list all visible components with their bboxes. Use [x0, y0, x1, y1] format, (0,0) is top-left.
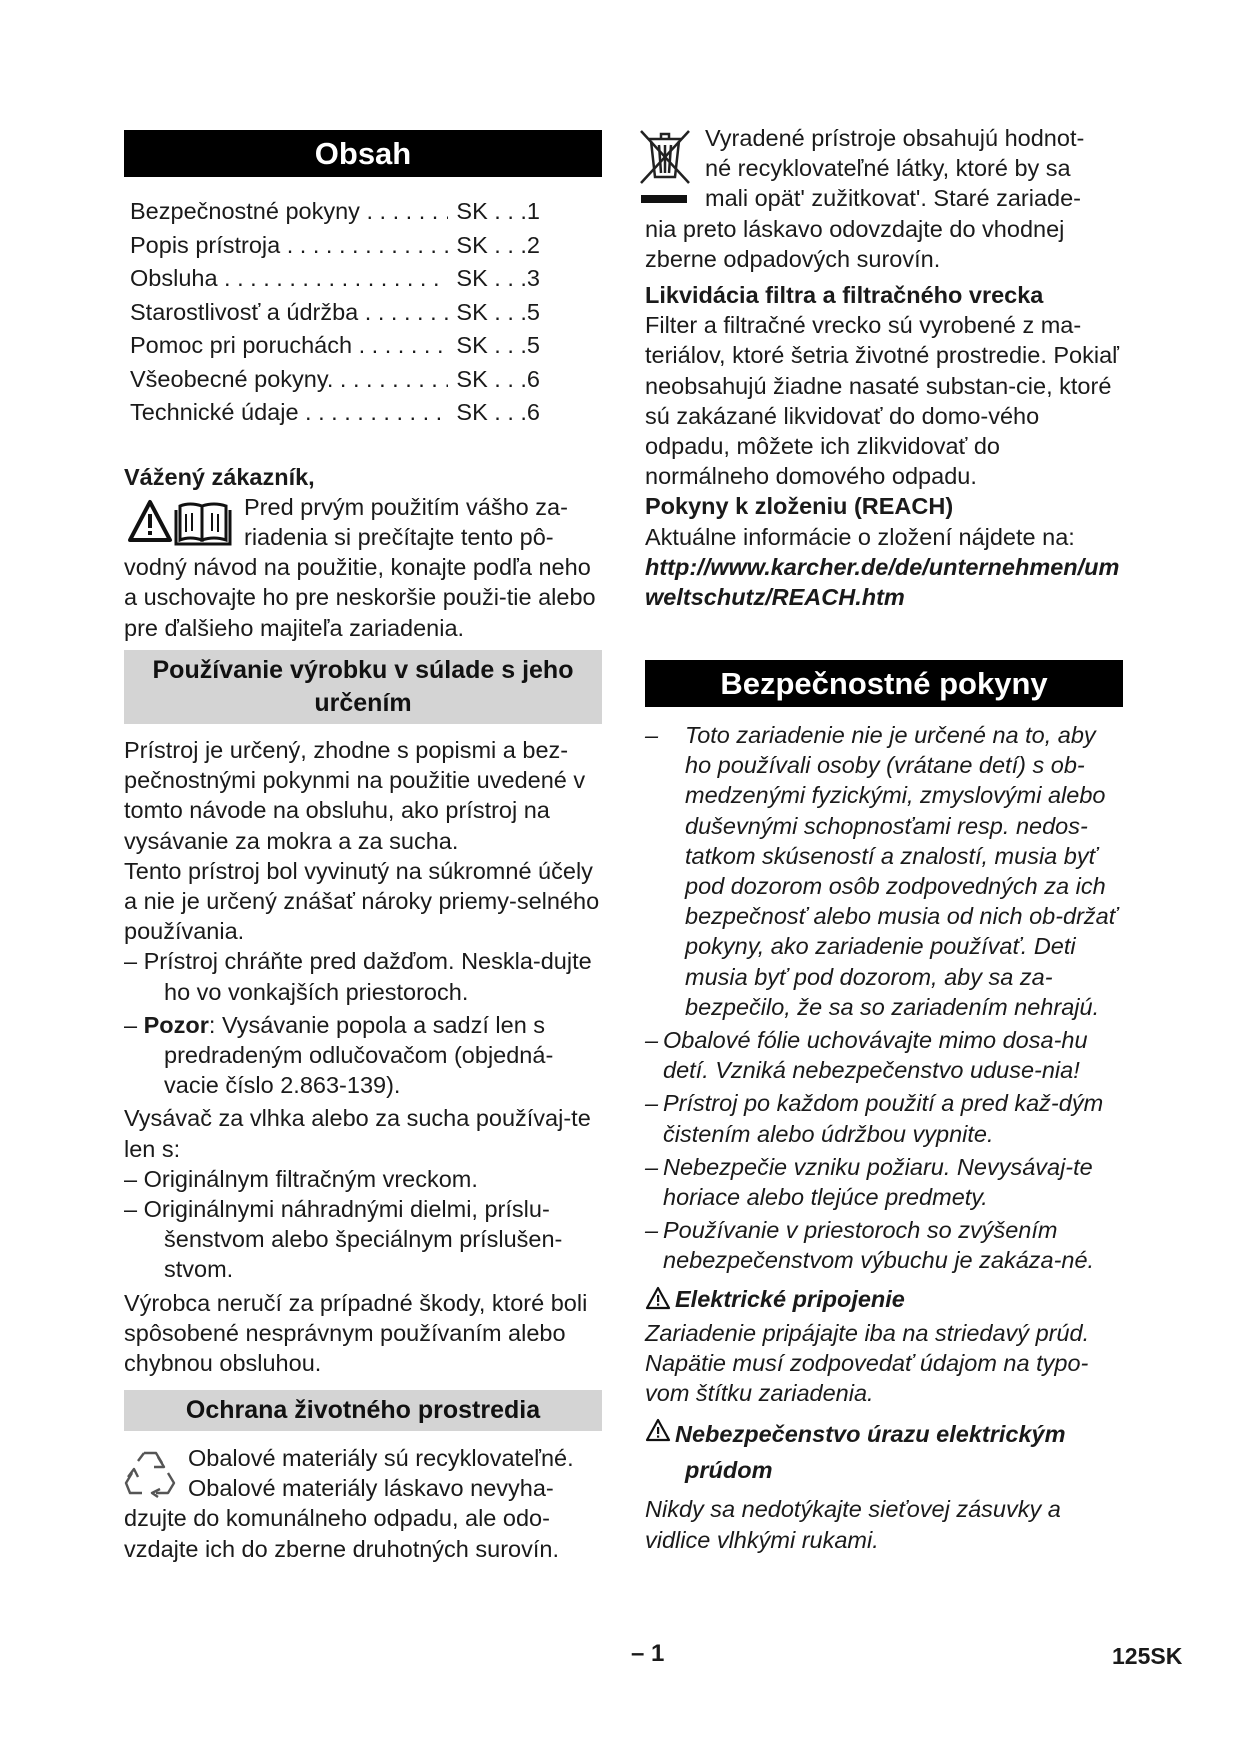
reach-link[interactable]: http://www.karcher.de/de/unternehmen/umweltschutz/REACH.htm: [645, 553, 1120, 611]
toc-entry-title: Technické údaje . . .: [130, 396, 448, 430]
proper-use-bullet: – Originálnymi náhradnými dielmi, príslu-šenstvom alebo špeciálnym príslušen-stvom.: [124, 1196, 563, 1283]
proper-use-bullet: – Prístroj chráňte pred dažďom. Neskla-dujte ho vo vonkajších priestoroch.: [124, 948, 592, 1005]
dash-marker: –: [645, 1090, 659, 1117]
page-code: 125SK: [1112, 1643, 1183, 1669]
toc-row[interactable]: [124, 363, 540, 397]
toc-entry-page: SK . . .6: [456, 365, 540, 392]
crossed-bin-icon: [637, 127, 693, 209]
electric-text: Zariadenie pripájajte iba na striedavý prúd. Napätie musí zodpovedať údajom na typo-vom štítku zariadenia.: [645, 1319, 1090, 1407]
toc-entry-page: SK . . .3: [456, 265, 540, 291]
electric-heading: Elektrické pripojenie: [675, 1285, 905, 1312]
toc-entry-title: Starostlivosť a údržba . . .: [130, 296, 448, 330]
dash-marker: –: [645, 1217, 659, 1244]
toc-row[interactable]: [124, 262, 540, 296]
environment-section: [124, 1443, 602, 1564]
environment-line-1: Obalové materiály sú recyklovateľné.: [188, 1445, 574, 1471]
dash-marker: –: [645, 1027, 659, 1054]
warning-icon: [645, 1286, 671, 1310]
dash-marker: –: [645, 1153, 659, 1180]
environment-heading: Ochrana životného prostredia: [124, 1390, 602, 1431]
reach-heading: Pokyny k zloženiu (REACH): [645, 493, 954, 520]
electric-heading-row: [645, 1284, 1123, 1314]
warning-manual-icon: [128, 498, 238, 546]
disposal-text: nia preto láskavo odovzdajte do vhodnej zberne odpadových surovín.: [645, 215, 1065, 272]
toc-entry-page: SK . . .2: [456, 231, 540, 258]
safety-item-text: Obalové fólie uchovávajte mimo dosa-hu detí. Vzniká nebezpečenstvo uduse-nia!: [663, 1027, 1088, 1084]
proper-use-bullet: – Originálnym filtračným vreckom.: [124, 1165, 478, 1192]
safety-item-text: Používanie v priestoroch so zvýšením nebezpečenstvom výbuchu je zakáza-né.: [663, 1217, 1095, 1274]
toc-row[interactable]: [124, 396, 540, 430]
toc-entry-title: Všeobecné pokyny. . . .: [130, 363, 448, 397]
toc-title: Obsah: [124, 130, 602, 177]
disposal-section: [645, 123, 1123, 612]
intro-section: [124, 462, 602, 643]
caution-label: Pozor: [143, 1011, 209, 1038]
intro-text: vodný návod na použitie, konajte podľa neho a uschovajte ho pre neskoršie použi-tie alebo pre ďalšieho majiteľa zariadenia.: [124, 554, 596, 641]
proper-use-paragraph: Prístroj je určený, zhodne s popismi a bez-pečnostnými pokynmi na použitie uvedené v tomto návode na obsluhu, ako prístroj na vysávanie za mokra a za sucha.: [124, 737, 586, 854]
proper-use-section: [124, 735, 602, 1378]
recycling-icon: [124, 1447, 176, 1499]
warning-icon: [645, 1418, 671, 1442]
toc-entry-title: Popis prístroja . . .: [130, 229, 448, 263]
shock-heading-row: [645, 1416, 1123, 1488]
greeting: Vážený zákazník,: [124, 464, 315, 490]
intro-line-2: riadenia si prečítajte tento pô-: [244, 524, 554, 551]
toc-entry-page: SK . . .1: [456, 198, 540, 224]
toc-entry-title: Bezpečnostné pokyny . . .: [130, 195, 448, 229]
toc-row[interactable]: [124, 229, 540, 263]
shock-text: Nikdy sa nedotýkajte sieťovej zásuvky a vidlice vlhkými rukami.: [645, 1496, 1061, 1553]
toc-entry-page: SK . . .5: [456, 298, 540, 325]
filter-disposal-heading: Likvidácia filtra a filtračného vrecka: [645, 282, 1044, 309]
safety-item: [645, 720, 1123, 1022]
disposal-line-3: mali opät' zužitkovat'. Staré zariade-: [705, 185, 1081, 212]
safety-section: [645, 720, 1123, 1555]
toc-row[interactable]: [124, 329, 540, 363]
shock-heading: Nebezpečenstvo úrazu elektrickým prúdom: [675, 1421, 1066, 1484]
toc-entry-title: Obsluha . . .: [130, 262, 448, 296]
safety-item-text: Prístroj po každom použití a pred kaž-dým čistením alebo údržbou vypnite.: [663, 1090, 1104, 1147]
safety-item: [645, 1215, 1123, 1275]
intro-line-1: Pred prvým použitím vášho za-: [244, 494, 568, 521]
toc-row[interactable]: [124, 296, 540, 330]
reach-text: Aktuálne informácie o zložení nájdete na:: [645, 523, 1075, 550]
environment-line-2: Obalové materiály láskavo nevyha-: [188, 1475, 554, 1502]
filter-disposal-text: Filter a filtračné vrecko sú vyrobené z ma-teriálov, ktoré šetria životné prostredie. Pokiaľ neobsahujú žiadne nasaté substan-cie, ktoré sú zakázané likvidovať do domo-vého odpadu, môžete ich zlikvidovať do normálneho domového odpadu.: [645, 312, 1120, 490]
dash-marker: –: [645, 722, 659, 748]
toc-row[interactable]: [124, 195, 540, 229]
proper-use-paragraph: Výrobca neručí za prípadné škody, ktoré boli spôsobené nesprávnym používaním alebo chybnou obsluhou.: [124, 1289, 588, 1377]
toc-entry-page: SK . . .6: [456, 399, 540, 425]
safety-item-text: Nebezpečie vzniku požiaru. Nevysávaj-te horiace alebo tlejúce predmety.: [663, 1153, 1093, 1211]
proper-use-paragraph: Tento prístroj bol vyvinutý na súkromné účely a nie je určený znášať nároky priemy-selného používania.: [124, 857, 600, 945]
safety-heading: Bezpečnostné pokyny: [645, 660, 1123, 707]
proper-use-paragraph: Vysávač za vlhka alebo za sucha používaj-te len s:: [124, 1105, 591, 1162]
toc-entry-title: Pomoc pri poruchách . . .: [130, 329, 448, 363]
proper-use-heading: Používanie výrobku v súlade s jeho určením: [124, 650, 602, 724]
safety-item-text: Toto zariadenie nie je určené na to, aby ho používali osoby (vrátane detí) s ob-medzenými fyzickými, zmyslovými alebo duševnými schopnosťami resp. nedos-tatkom skúseností a znalostí, musia byť pod dozorom osôb zodpovedných za ich bezpečnosť alebo musia od nich ob-držať pokyny, ako zariadenie používať. Deti musia byť pod dozorom, aby sa za-bezpečilo, že sa so zariadením nehrajú.: [685, 722, 1118, 1020]
page-number: – 1: [631, 1640, 665, 1667]
disposal-line-2: né recyklovateľné látky, ktoré by sa: [705, 155, 1071, 182]
environment-text: dzujte do komunálneho odpadu, ale odo-vzdajte ich do zberne druhotných surovín.: [124, 1505, 560, 1562]
proper-use-bullet: – Pozor: Vysávanie popola a sadzí len s predradeným odlučovačom (objedná-vacie číslo 2.863-139).: [124, 1011, 554, 1099]
disposal-line-1: Vyradené prístroje obsahujú hodnot-: [705, 125, 1085, 151]
safety-item: [645, 1088, 1123, 1148]
safety-item: [645, 1025, 1123, 1085]
safety-item: [645, 1152, 1123, 1212]
table-of-contents: [124, 195, 602, 430]
toc-entry-page: SK . . .5: [456, 332, 540, 358]
